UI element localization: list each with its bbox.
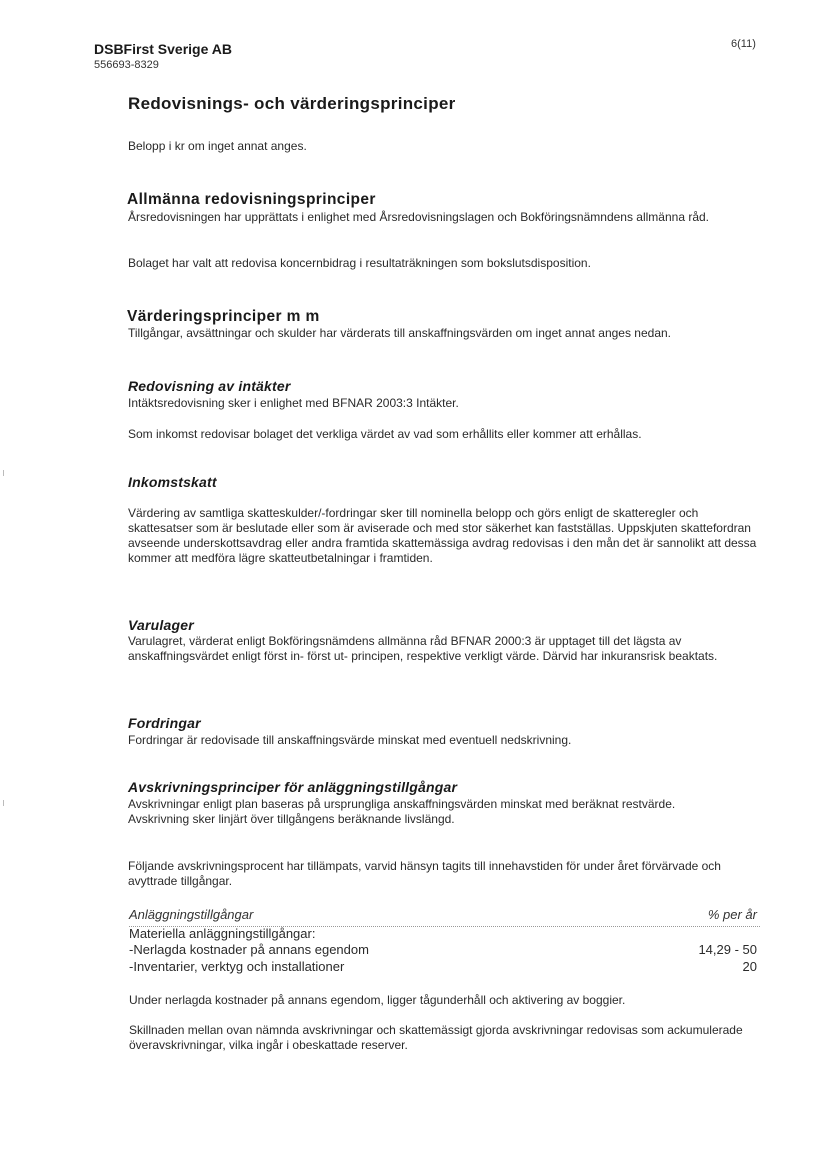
avskrivning-paragraph-2: Följande avskrivningsprocent har tillämpats, varvid hänsyn tagits till innehavstiden för under året förvärvade och avyttrade tillgångar. bbox=[128, 859, 721, 888]
company-name: DSBFirst Sverige AB bbox=[94, 41, 232, 57]
varulager-paragraph-1: Varulagret, värderat enligt Bokföringsnämdens allmänna råd BFNAR 2000:3 är upptaget till det lägsta av anskaffningsvärdet enligt först in- först ut- principen, respektive verkligt värde. Därvid har inkuransrisk beaktats. bbox=[128, 634, 718, 663]
org-number: 556693-8329 bbox=[94, 59, 159, 71]
scan-mark bbox=[3, 470, 4, 476]
table-group-heading bbox=[129, 926, 757, 942]
avskrivning-paragraph-1: Avskrivningar enligt plan baseras på ursprungliga anskaffningsvärden minskat med beräknat restvärde. Avskrivning sker linjärt över tillgångens beräknande livslängd. bbox=[128, 797, 676, 826]
inkomstskatt-paragraph-1: Värdering av samtliga skatteskulder/-fordringar sker till nominella belopp och görs enligt de skatteregler och skattesatser som är beslutade eller som är aviserade och med stor säkerhet kan fastställas. Uppskjuten skattefordran avseende underskottsavdrag eller andra framtida skattemässiga avdrag redovisas i den mån det är sannolikt att dessa kommer att medföra lägre skatteutbetalningar i framtiden. bbox=[128, 506, 757, 565]
allmanna-paragraph-2: Bolaget har valt att redovisa koncernbidrag i resultaträkningen som bokslutsdisposition. bbox=[128, 256, 591, 270]
table-row-label: -Nerlagda kostnader på annans egendom bbox=[129, 942, 369, 957]
table-row bbox=[129, 959, 757, 975]
vardering-paragraph-1: Tillgångar, avsättningar och skulder har värderats till anskaffningsvärden om inget annat anges nedan. bbox=[128, 326, 671, 340]
table-column-percent: % per år bbox=[707, 907, 757, 922]
table-column-asset: Anläggningstillgångar bbox=[129, 907, 254, 922]
heading-vardering: Värderingsprinciper m m bbox=[127, 308, 320, 325]
allmanna-paragraph-1: Årsredovisningen har upprättats i enlighet med Årsredovisningslagen och Bokföringsnämndens allmänna råd. bbox=[128, 210, 710, 224]
fordringar-paragraph-1: Fordringar är redovisade till anskaffningsvärde minskat med eventuell nedskrivning. bbox=[128, 733, 572, 747]
heading-allmanna: Allmänna redovisningsprinciper bbox=[127, 191, 376, 208]
table-row bbox=[129, 942, 757, 958]
table-row-value: 20 bbox=[742, 959, 757, 974]
heading-fordringar: Fordringar bbox=[128, 715, 201, 731]
scan-mark bbox=[3, 800, 4, 806]
intakter-paragraph-2: Som inkomst redovisar bolaget det verkliga värdet av vad som erhållits eller kommer att erhållas. bbox=[128, 427, 642, 441]
depreciation-table-header bbox=[129, 907, 760, 927]
heading-avskrivning: Avskrivningsprinciper för anläggningstillgångar bbox=[128, 779, 458, 795]
footer-note-2: Skillnaden mellan ovan nämnda avskrivningar och skattemässigt gjorda avskrivningar redovisas som ackumulerade överavskrivningar, vilka ingår i obeskattade reserver. bbox=[129, 1023, 743, 1052]
page-title: Redovisnings- och värderingsprinciper bbox=[128, 94, 456, 113]
page-number: 6(11) bbox=[731, 38, 756, 50]
table-group-label: Materiella anläggningstillgångar: bbox=[129, 926, 316, 941]
footer-note-1: Under nerlagda kostnader på annans egendom, ligger tågunderhåll och aktivering av boggier. bbox=[129, 993, 626, 1007]
table-row-label: -Inventarier, verktyg och installationer bbox=[129, 959, 345, 974]
heading-intakter: Redovisning av intäkter bbox=[128, 378, 291, 394]
intakter-paragraph-1: Intäktsredovisning sker i enlighet med BFNAR 2003:3 Intäkter. bbox=[128, 396, 459, 410]
table-row-value: 14,29 - 50 bbox=[698, 942, 757, 957]
intro-text: Belopp i kr om inget annat anges. bbox=[128, 139, 307, 153]
heading-varulager: Varulager bbox=[128, 617, 194, 633]
heading-inkomstskatt: Inkomstskatt bbox=[128, 474, 217, 490]
